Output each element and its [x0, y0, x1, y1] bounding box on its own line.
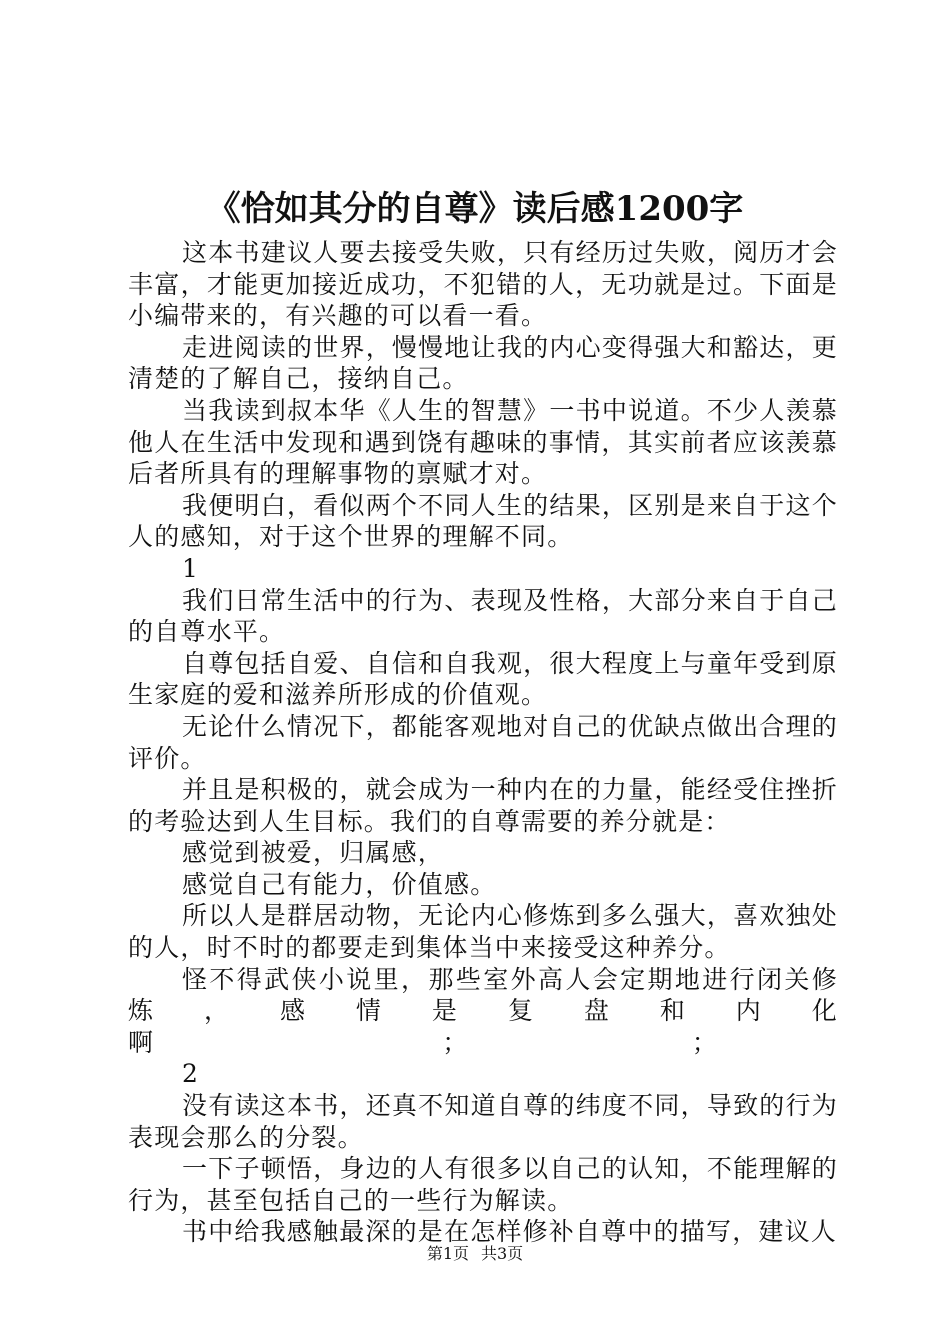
paragraph: 书中给我感触最深的是在怎样修补自尊中的描写，建议人: [182, 1217, 838, 1247]
section-number: 1: [182, 553, 200, 583]
document-title: 《恰如其分的自尊》读后感1200字: [206, 189, 744, 229]
paragraph: 没有读这本书，还真不知道自尊的纬度不同，导致的行为表现会那么的分裂。: [128, 1091, 838, 1152]
section-number: 2: [182, 1059, 200, 1089]
page-footer: [0, 1242, 950, 1266]
page-number: 第1页: [426, 1244, 469, 1263]
paragraph: 当我读到叔本华《人生的智慧》一书中说道。不少人羡慕他人在生活中发现和遇到饶有趣味的事情，其实前者应该羡慕后者所具有的理解事物的禀赋才对。: [128, 395, 838, 489]
paragraph: 一下子顿悟，身边的人有很多以自己的认知，不能理解的行为，甚至包括自己的一些行为解读。: [128, 1154, 838, 1215]
document-body: [128, 237, 838, 1248]
paragraph: 无论什么情况下，都能客观地对自己的优缺点做出合理的评价。: [128, 711, 838, 773]
paragraph: 自尊包括自爱、自信和自我观，很大程度上与童年受到原生家庭的爱和滋养所形成的价值观。: [128, 648, 838, 710]
paragraph: 所以人是群居动物，无论内心修炼到多么强大，喜欢独处的人，时不时的都要走到集体当中来接受这种养分。: [128, 901, 838, 963]
paragraph-intro: 这本书建议人要去接受失败，只有经历过失败，阅历才会丰富，才能更加接近成功，不犯错的人，无功就是过。下面是小编带来的，有兴趣的可以看一看。: [128, 238, 838, 331]
paragraph: 感觉自己有能力，价值感。: [182, 869, 497, 899]
paragraph: 走进阅读的世界，慢慢地让我的内心变得强大和豁达，更清楚的了解自己，接纳自己。: [128, 332, 838, 394]
paragraph: 并且是积极的，就会成为一种内在的力量，能经受住挫折的考验达到人生目标。我们的自尊需要的养分就是：: [128, 775, 838, 836]
paragraph: 我们日常生活中的行为、表现及性格，大部分来自于自己的自尊水平。: [128, 585, 838, 647]
paragraph: 我便明白，看似两个不同人生的结果，区别是来自于这个人的感知，对于这个世界的理解不同。: [128, 490, 838, 552]
page-total: 共3页: [481, 1244, 524, 1263]
paragraph: 怪不得武侠小说里，那些室外高人会定期地进行闭关修炼，感情是复盘和内化啊 ； ；: [128, 964, 838, 1057]
paragraph: 感觉到被爱，归属感，: [182, 838, 445, 868]
